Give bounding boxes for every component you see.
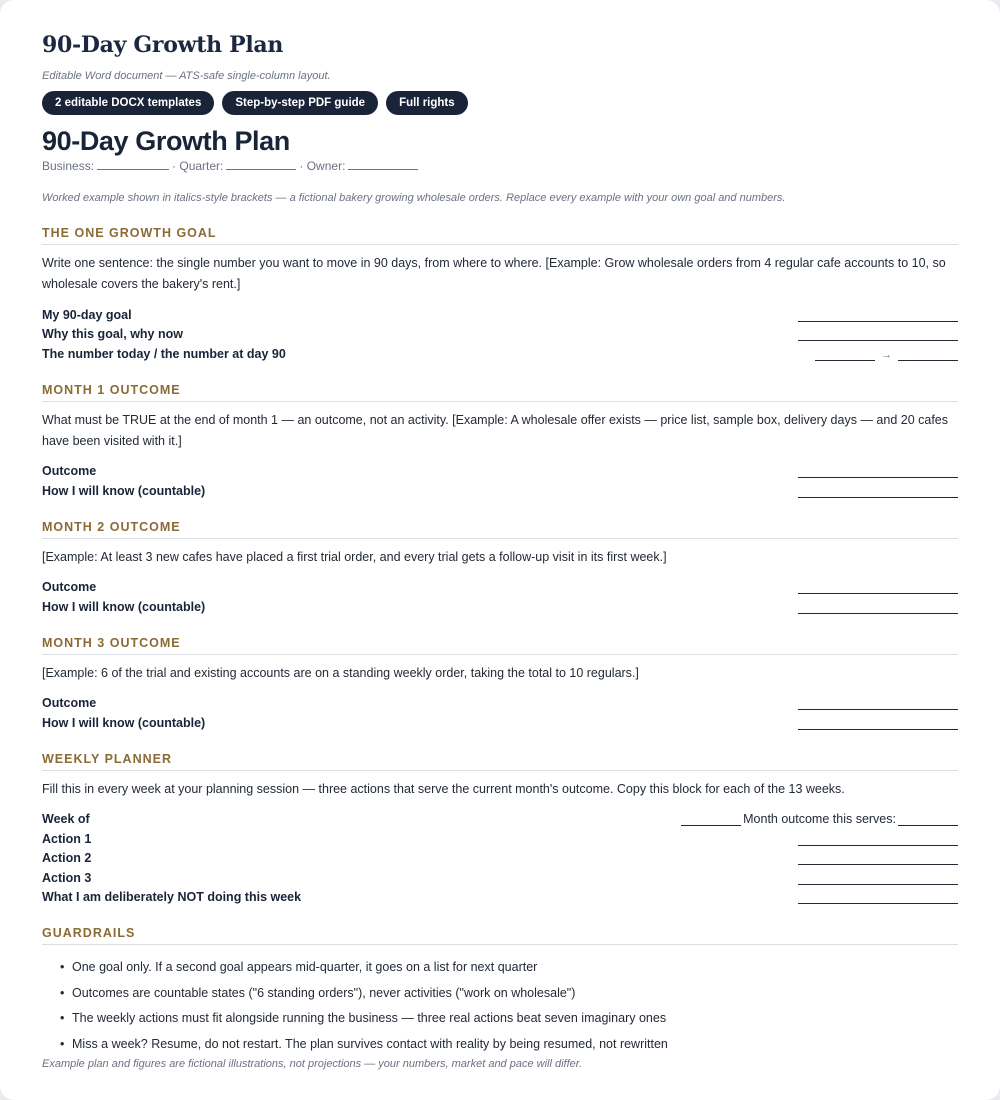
worked-example-note: Worked example shown in italics-style brackets — a fictional bakery growing wholesale orders. Replace every example with your own goal and numbers.: [42, 192, 786, 204]
product-title: 90-Day Growth Plan: [42, 32, 284, 58]
why-input-line[interactable]: [798, 331, 958, 341]
goal-instructions: Write one sentence: the single number you want to move in 90 days, from where to where. [Example: Grow wholesale orders from 4 regular cafe accounts to 10, so wholesale covers the bakery's rent.]: [42, 256, 946, 291]
field-label: Outcome: [42, 464, 97, 478]
weekly-instructions: Fill this in every week at your planning session — three actions that serve the current month's outcome. Copy this block for each of the 13 weeks.: [42, 781, 845, 796]
month2-fields: [42, 575, 958, 614]
field-row: [42, 846, 958, 866]
pill-full-rights: Full rights: [386, 91, 468, 115]
weekly-fields: [42, 807, 958, 905]
field-row: [42, 826, 958, 846]
field-row: [42, 594, 958, 614]
month1-instructions: What must be TRUE at the end of month 1 — an outcome, not an activity. [Example: A wholesale offer exists — price list, sample box, delivery days — and 20 cafes have been visited with it.]: [42, 412, 948, 448]
owner-label: · Owner:: [299, 159, 346, 173]
month3-instructions: [Example: 6 of the trial and existing accounts are on a standing weekly order, taking the total to 10 regulars.]: [42, 665, 639, 680]
pill-docx-templates: 2 editable DOCX templates: [42, 91, 214, 115]
document-heading: 90-Day Growth Plan: [42, 126, 290, 156]
field-label: Why this goal, why now: [42, 327, 183, 341]
action-3-line[interactable]: [798, 875, 958, 885]
outcome-input-line[interactable]: [798, 584, 958, 594]
field-row: [42, 302, 958, 322]
list-item: • Miss a week? Resume, do not restart. The plan survives contact with reality by being resumed, not rewritten: [72, 1032, 958, 1058]
field-row: [42, 459, 958, 479]
outcome-input-line[interactable]: [798, 468, 958, 478]
goal-input-line[interactable]: [798, 312, 958, 322]
outcome-input-line[interactable]: [798, 700, 958, 710]
pill-pdf-guide: Step-by-step PDF guide: [222, 91, 378, 115]
section-heading-goal: THE ONE GROWTH GOAL: [42, 226, 958, 245]
field-label: How I will know (countable): [42, 599, 206, 614]
list-item: • One goal only. If a second goal appears mid-quarter, it goes on a list for next quarter: [72, 955, 958, 981]
section-heading-month1: MONTH 1 OUTCOME: [42, 383, 958, 402]
goal-fields: [42, 302, 958, 361]
month2-instructions: [Example: At least 3 new cafes have placed a first trial order, and every trial gets a follow-up visit in its first week.]: [42, 549, 667, 564]
list-item: • Outcomes are countable states ("6 standing orders"), never activities ("work on wholesale"): [72, 981, 958, 1007]
owner-blank[interactable]: [348, 169, 418, 170]
number-day90-line[interactable]: [898, 351, 958, 361]
disclaimer: Example plan and figures are fictional illustrations, not projections — your numbers, market and pace will differ.: [42, 1058, 583, 1070]
measure-input-line[interactable]: [798, 488, 958, 498]
field-row: [42, 341, 958, 361]
product-subtitle: Editable Word document — ATS-safe single-column layout.: [42, 70, 331, 82]
month-serves-line[interactable]: [898, 816, 958, 826]
business-label: Business:: [42, 159, 95, 173]
action-1-line[interactable]: [798, 836, 958, 846]
field-label: Action 1: [42, 831, 92, 846]
business-blank[interactable]: [97, 169, 169, 170]
field-row: [42, 710, 958, 730]
number-today-line[interactable]: [815, 351, 875, 361]
field-row: [42, 865, 958, 885]
week-of-group: [681, 812, 958, 826]
measure-input-line[interactable]: [798, 720, 958, 730]
measure-input-line[interactable]: [798, 604, 958, 614]
field-row: [42, 322, 958, 342]
field-row: [42, 691, 958, 711]
field-label: The number today / the number at day 90: [42, 346, 286, 361]
field-label: Action 2: [42, 851, 92, 865]
section-heading-guardrails: GUARDRAILS: [42, 926, 958, 945]
field-label: Outcome: [42, 580, 97, 594]
month-serves-label: Month outcome this serves:: [743, 812, 896, 826]
not-doing-line[interactable]: [798, 894, 958, 904]
arrow-right-icon: →: [881, 348, 892, 361]
field-label: Action 3: [42, 870, 92, 885]
field-label: How I will know (countable): [42, 715, 206, 730]
field-row: [42, 807, 958, 827]
field-label: What I am deliberately NOT doing this week: [42, 890, 302, 904]
guardrails-list: [42, 955, 958, 1057]
field-label: Week of: [42, 812, 90, 826]
field-label: How I will know (countable): [42, 483, 206, 498]
field-label: Outcome: [42, 696, 97, 710]
feature-pills: [42, 91, 958, 115]
field-row: [42, 478, 958, 498]
field-row: [42, 885, 958, 905]
month3-fields: [42, 691, 958, 730]
quarter-blank[interactable]: [226, 169, 296, 170]
section-heading-weekly: WEEKLY PLANNER: [42, 752, 958, 771]
list-item: • The weekly actions must fit alongside running the business — three real actions beat seven imaginary ones: [72, 1006, 958, 1032]
field-label: My 90-day goal: [42, 307, 132, 322]
section-heading-month3: MONTH 3 OUTCOME: [42, 636, 958, 655]
week-of-line[interactable]: [681, 816, 741, 826]
month1-fields: [42, 459, 958, 498]
quarter-label: · Quarter:: [172, 159, 224, 173]
action-2-line[interactable]: [798, 855, 958, 865]
section-heading-month2: MONTH 2 OUTCOME: [42, 520, 958, 539]
number-range: [815, 349, 958, 361]
field-row: [42, 575, 958, 595]
document-meta: [42, 159, 958, 173]
